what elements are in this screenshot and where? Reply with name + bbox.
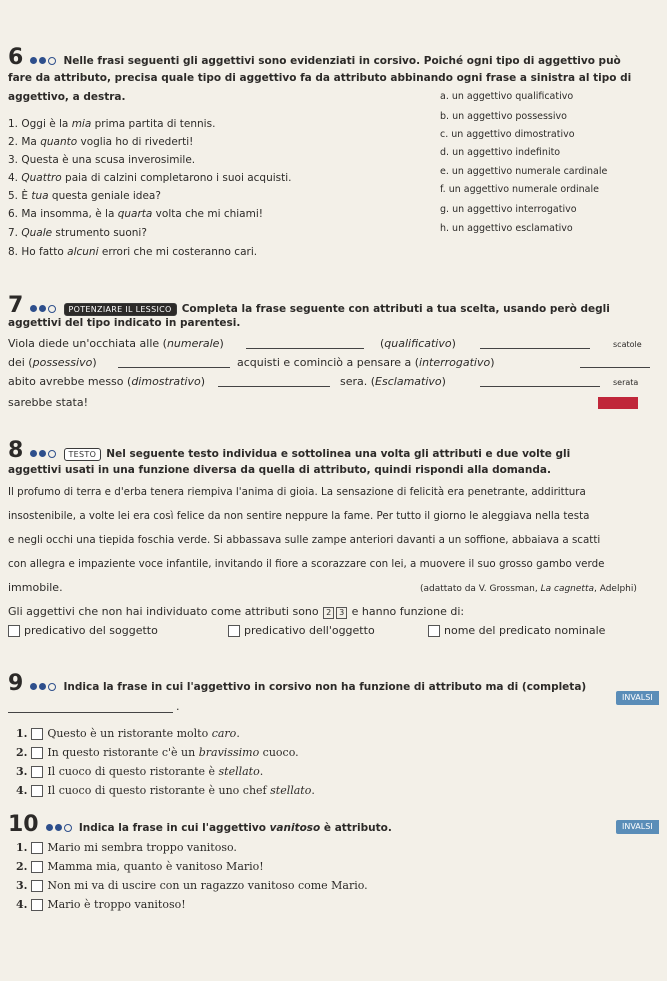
- exercise-10-instruction: Indica la frase in cui l'aggettivo vanitoso è attributo.: [78, 822, 392, 834]
- answer-choice[interactable]: 2. Mamma mia, quanto è vanitoso Mario!: [16, 860, 264, 873]
- testo-tag: TESTO: [64, 448, 102, 461]
- sentence-number: 6.: [8, 208, 22, 220]
- exercise-6-instruction-2: fare da attributo, precisa quale tipo di aggettivo fa da attributo abbinando ogni frase a sinistra al tipo di: [8, 72, 632, 84]
- sentence-item: 7. Quale strumento suoni?: [8, 227, 147, 239]
- passage-line: e negli occhi una tiepida foschia verde. Si abbassava sulle zampe anteriori davanti a un soffione, abbaiava a scatti: [8, 534, 601, 546]
- reference-box-3: 3: [336, 607, 347, 619]
- difficulty-dots: [30, 298, 58, 317]
- potenziare-lessico-tag: POTENZIARE IL LESSICO: [64, 303, 177, 316]
- exercise-9-instruction: Indica la frase in cui l'aggettivo in corsivo non ha funzione di attributo ma di (completa): [63, 681, 587, 693]
- difficulty-dots: [46, 817, 74, 836]
- answer-choice[interactable]: 1. Mario mi sembra troppo vanitoso.: [16, 841, 237, 854]
- exercise-8-number: 8: [8, 438, 24, 463]
- option-predicativo-oggetto[interactable]: predicativo dell'oggetto: [228, 624, 375, 638]
- exercise-10-number: 10: [8, 812, 39, 837]
- exercise-6-instruction: Nelle frasi seguenti gli aggettivi sono evidenziati in corsivo. Poiché ogni tipo di aggettivo può: [63, 55, 621, 67]
- answer-line[interactable]: [8, 712, 173, 713]
- sentence-item: 2. Ma quanto voglia ho di rivederti!: [8, 136, 194, 148]
- exercise-8-instruction: Nel seguente testo individua e sottolinea una volta gli attributi e due volte gli: [106, 448, 571, 460]
- answer-choice[interactable]: 4. Mario è troppo vanitoso!: [16, 898, 186, 911]
- exercise-7-instruction: Completa la frase seguente con attributi a tua scelta, usando però degli: [181, 303, 610, 315]
- choice-number: 3.: [16, 879, 32, 892]
- exercise-8-instruction-2: aggettivi usati in una funzione diversa da quella di attributo, quindi rispondi alla domanda.: [8, 464, 551, 476]
- adjective-type-option[interactable]: h. un aggettivo esclamativo: [440, 223, 573, 234]
- exercise-8-header: [8, 438, 570, 463]
- choice-number: 3.: [16, 765, 32, 778]
- exercise-7-header: [8, 293, 610, 318]
- sentence-number: 3.: [8, 154, 22, 166]
- choice-number: 2.: [16, 860, 32, 873]
- exercise-6-header: [8, 45, 621, 70]
- sentence-number: 2.: [8, 136, 22, 148]
- exercise-6-number: 6: [8, 45, 24, 70]
- exercise-7-line-1: Viola diede un'occhiata alle (numerale): [8, 337, 224, 350]
- choice-number: 1.: [16, 727, 32, 740]
- answer-choice[interactable]: 4. Il cuoco di questo ristorante è uno chef stellato.: [16, 784, 315, 797]
- answer-choice[interactable]: 3. Non mi va di uscire con un ragazzo vanitoso come Mario.: [16, 879, 368, 892]
- sentence-number: 4.: [8, 172, 22, 184]
- choice-number: 4.: [16, 898, 32, 911]
- invalsi-tag: INVALSI: [616, 691, 659, 705]
- checkbox[interactable]: [31, 880, 43, 892]
- adjective-type-option[interactable]: b. un aggettivo possessivo: [440, 111, 567, 122]
- answer-line[interactable]: [118, 367, 230, 368]
- answer-line[interactable]: [480, 348, 590, 349]
- sentence-number: 7.: [8, 227, 22, 239]
- option-nome-predicato[interactable]: nome del predicato nominale: [428, 624, 605, 638]
- choice-number: 4.: [16, 784, 32, 797]
- option-predicativo-soggetto[interactable]: predicativo del soggetto: [8, 624, 158, 638]
- exercise-10-header: [8, 812, 392, 837]
- adjective-type-option[interactable]: d. un aggettivo indefinito: [440, 147, 561, 158]
- sentence-number: 1.: [8, 118, 22, 130]
- exercise-8-question: Gli aggettivi che non hai individuato come attributi sono 2 3 e hanno funzione di:: [8, 605, 465, 618]
- adjective-type-option[interactable]: e. un aggettivo numerale cardinale: [440, 166, 608, 177]
- exercise-9-header: [8, 671, 586, 696]
- exercise-7-line-4: sarebbe stata!: [8, 396, 88, 409]
- choice-number: 2.: [16, 746, 32, 759]
- passage-line: insostenibile, a volte lei era così felice da non sentire neppure la fame. Per tutto il giorno le aleggiava nella testa: [8, 510, 590, 522]
- answer-line[interactable]: [218, 386, 330, 387]
- checkbox[interactable]: [428, 625, 440, 637]
- sentence-item: 5. È tua questa geniale idea?: [8, 190, 161, 202]
- sentence-item: 4. Quattro paia di calzini completarono i suoi acquisti.: [8, 172, 292, 184]
- difficulty-dots: [30, 676, 58, 695]
- checkbox[interactable]: [8, 625, 20, 637]
- choice-number: 1.: [16, 841, 32, 854]
- checkbox[interactable]: [31, 747, 43, 759]
- invalsi-tag: INVALSI: [616, 820, 659, 834]
- exercise-6-instruction-3: aggettivo, a destra.: [8, 91, 126, 103]
- checkbox[interactable]: [31, 899, 43, 911]
- sentence-item: 8. Ho fatto alcuni errori che mi costeranno cari.: [8, 246, 258, 258]
- answer-choice[interactable]: 3. Il cuoco di questo ristorante è stellato.: [16, 765, 264, 778]
- answer-choice[interactable]: 1. Questo è un ristorante molto caro.: [16, 727, 240, 740]
- sentence-number: 8.: [8, 246, 22, 258]
- passage-line: immobile.: [8, 581, 63, 594]
- sentence-item: 1. Oggi è la mia prima partita di tennis.: [8, 118, 216, 130]
- color-marker: [598, 397, 638, 409]
- answer-choice[interactable]: 2. In questo ristorante c'è un bravissimo cuoco.: [16, 746, 299, 759]
- sentence-number: 5.: [8, 190, 22, 202]
- checkbox[interactable]: [31, 842, 43, 854]
- adjective-type-option[interactable]: g. un aggettivo interrogativo: [440, 204, 577, 215]
- passage-line: Il profumo di terra e d'erba tenera riempiva l'anima di gioia. La sensazione di felicità era penetrante, addirittura: [8, 486, 586, 498]
- reference-box-2: 2: [323, 607, 334, 619]
- given-word-scatole: scatole: [613, 340, 642, 349]
- checkbox[interactable]: [31, 728, 43, 740]
- difficulty-dots: [30, 443, 58, 462]
- adjective-type-option[interactable]: a. un aggettivo qualificativo: [440, 91, 574, 102]
- checkbox[interactable]: [228, 625, 240, 637]
- difficulty-dots: [30, 50, 58, 69]
- source-citation: (adattato da V. Grossman, La cagnetta, Adelphi): [420, 584, 637, 594]
- sentence-item: 6. Ma insomma, è la quarta volta che mi chiami!: [8, 208, 263, 220]
- checkbox[interactable]: [31, 785, 43, 797]
- textbook-page: 6 Nelle frasi seguenti gli aggettivi sono evidenziati in corsivo. Poiché ogni tipo di aggettivo può fare da attributo, precisa quale tipo di aggettivo fa da attributo abbinando ogni frase a sinistra al tipo di aggettivo, a destra. 1. Oggi è la mia prima partita di tennis. 2. Ma quanto voglia ho di rivederti! 3. Questa è una scusa inverosimile. 4. Quattro paia di calzini completarono i suoi acquisti. 5. È tua questa geniale idea? 6. Ma insomma, è la quarta volta che mi chiami! 7. Quale strumento suoni? 8. Ho fatto alcuni errori che mi costeranno cari. a. un aggettivo qualificativo b. un aggettivo possessivo c. un aggettivo dimostrativo d. un aggettivo indefinito e. un aggettivo numerale cardinale f. un aggettivo numerale ordinale g. un aggettivo interrogativo h. un aggettivo esclamativo 7 POTENZIARE IL LESSICO Completa la frase seguente con attributi a tua scelta, usando però degli aggettivi del tipo indicato in parentesi. Viola diede un'occhiata alle (numerale) (qualificativo) scatole dei (possessivo) acquisti e cominciò a pensare a (interrogativo) abito avrebbe messo (dimostrativo) sera. (Esclamativo) serata sarebbe stata! 8 TESTO Nel seguente testo individua e sottolinea una volta gli attributi e due volte gli aggettivi usati in una funzione diversa da quella di attributo, quindi rispondi alla domanda. Il profumo di terra e d'erba tenera riempiva l'anima di gioia. La sensazione di felicità era penetrante, addirittura insostenibile, a volte lei era così felice da non sentire neppure la fame. Per tutto il giorno le aleggiava nella testa e negli occhi una tiepida foschia verde. Si abbassava sulle zampe anteriori davanti a un soffione, abbaiava a scatti con allegra e impaziente voce infantile, invitando il fiore a scorazzare con lei, a muovere il suo grosso gambo verde immobile. (adattato da V. Grossman, La cagnetta, Adelphi) Gli aggettivi che non hai individuato come attributi sono 2 3 e hanno funzione di: predicativo del soggetto predicativo dell'oggetto nome del predicato nominale 9 Indica la frase in cui l'aggettivo in corsivo non ha funzione di attributo ma di (completa) INVALSI . 1. Questo è un ristorante molto caro. 2. In questo ristorante c'è un bravissimo cuoco. 3. Il cuoco di questo ristorante è stellato. 4. Il cuoco di questo ristorante è uno chef stellato. 10 Indica la frase in cui l'aggettivo vanitoso è attributo. INVALSI 1. Mario mi sembra troppo vanitoso. 2. Mamma mia, quanto è vanitoso Mario! 3. Non mi va di uscire con un ragazzo vanitoso come Mario. 4. Mario è troppo vanitoso!: [0, 0, 667, 981]
- answer-line[interactable]: [580, 367, 650, 368]
- exercise-7-line-3: abito avrebbe messo (dimostrativo): [8, 375, 206, 388]
- passage-line: con allegra e impaziente voce infantile, invitando il fiore a scorazzare con lei, a muovere il suo grosso gambo verde: [8, 558, 605, 570]
- exercise-9-number: 9: [8, 671, 24, 696]
- adjective-type-option[interactable]: c. un aggettivo dimostrativo: [440, 129, 575, 140]
- exercise-7-instruction-2: aggettivi del tipo indicato in parentesi.: [8, 317, 241, 329]
- adjective-type-option[interactable]: f. un aggettivo numerale ordinale: [440, 184, 599, 195]
- checkbox[interactable]: [31, 766, 43, 778]
- answer-line[interactable]: [480, 386, 600, 387]
- given-word-serata: serata: [613, 378, 639, 387]
- checkbox[interactable]: [31, 861, 43, 873]
- sentence-item: 3. Questa è una scusa inverosimile.: [8, 154, 196, 166]
- exercise-7-line-2: dei (possessivo): [8, 356, 97, 369]
- exercise-7-number: 7: [8, 293, 24, 318]
- answer-line[interactable]: [246, 348, 364, 349]
